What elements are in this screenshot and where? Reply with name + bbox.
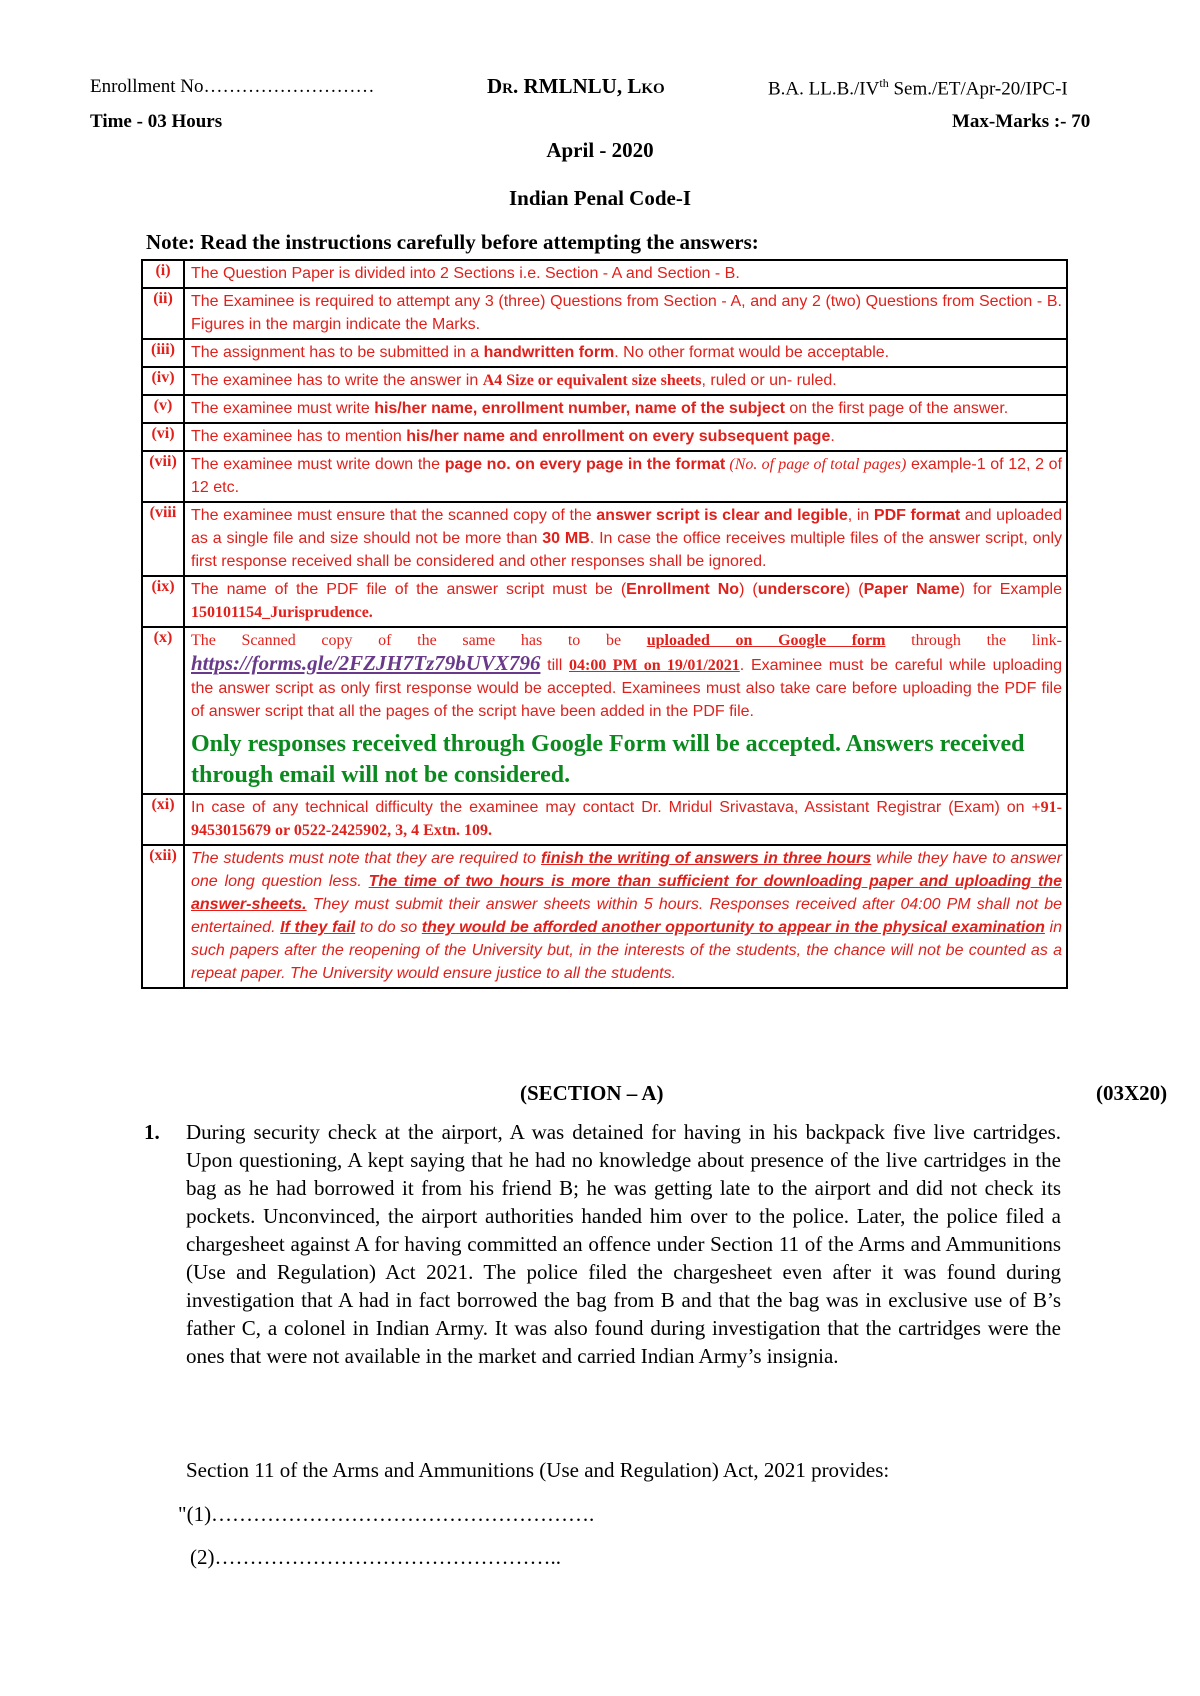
- text-run: In case of any technical difficulty the examinee may contact Dr. Mridul Srivastava, Assistant Registrar (Exam) on: [191, 799, 1032, 816]
- underlined-run: they would be afforded another opportunity to appear in the physical examination: [421, 919, 1045, 936]
- instruction-text: The Question Paper is divided into 2 Sections i.e. Section - A and Section - B.: [184, 260, 1067, 288]
- underlined-run: The time of two hours is more than sufficient for downloading paper and uploading the answer-sheets.: [191, 873, 1062, 913]
- question-number: 1.: [144, 1120, 160, 1144]
- text-run: to do so: [355, 919, 422, 936]
- question-1: [146, 1118, 1061, 1370]
- contact-number: +91-9453015679 or 0522-2425902, 3, 4 Extn. 109.: [191, 799, 1062, 839]
- google-form-link[interactable]: https://forms.gle/2FZJH7Tz79bUVX796: [191, 651, 541, 675]
- instruction-number: (i): [142, 260, 184, 288]
- bold-run: handwritten form: [483, 344, 615, 361]
- instruction-row: [142, 794, 1067, 845]
- bold-run: his/her name, enrollment number, name of the subject: [374, 400, 785, 417]
- text-run: ) (: [739, 581, 758, 598]
- instruction-row: [142, 502, 1067, 576]
- text-run: . Examinee must be careful while uploading the answer script as only first response would be accepted. Examinees must also take care before uploading the PDF file of answer script that all the pages of the script have been added in the PDF file.: [191, 657, 1062, 720]
- enrollment-label: Enrollment No………………………: [90, 76, 375, 97]
- instruction-text: [184, 423, 1067, 451]
- underlined-run: If they fail: [280, 919, 356, 936]
- exam-date: April - 2020: [546, 138, 654, 162]
- text-run: The examinee has to write the answer in: [191, 372, 483, 389]
- text-run: through the link-: [885, 632, 1062, 649]
- instruction-number: (ii): [142, 288, 184, 339]
- instruction-number: (xii): [142, 845, 184, 988]
- bold-run: 30 MB: [542, 530, 590, 547]
- text-run: The examinee has to mention: [191, 428, 407, 445]
- instruction-text: [184, 627, 1067, 794]
- text-run: The assignment has to be submitted in a: [191, 344, 484, 361]
- text-run: , ruled or un- ruled.: [701, 372, 837, 389]
- text-run: ) for Example: [959, 581, 1062, 598]
- instruction-row: [142, 451, 1067, 502]
- text-run: .: [830, 428, 835, 445]
- instruction-row: [142, 367, 1067, 395]
- instruction-row: [142, 288, 1067, 339]
- text-run: and uploaded as a single file and size should not be more than: [191, 507, 1062, 547]
- text-run: The Scanned copy of the same has to be: [191, 632, 647, 649]
- question-text: During security check at the airport, A was detained for having in his backpack five live cartridges. Upon questioning, A kept saying that he had no knowledge about presence of the live cartridges in the bag as he had borrowed it from his friend B; he was getting late to the airport and did not check its pockets. Unconvinced, the airport authorities handed him over to the police. Later, the police filed a chargesheet against A for having committed an offence under Section 11 of the Arms and Ammunitions (Use and Regulation) Act 2021. The police filed the chargesheet even after it was found during investigation that A had in fact borrowed the bag from B and that the bag was in exclusive use of B’s father C, a colonel in Indian Army. It was also found during investigation that the cartridges were the ones that were not available in the market and carried Indian Army’s insignia.: [186, 1120, 1061, 1368]
- text-run: till: [540, 657, 569, 674]
- clause-2: (2)…………………………………………..: [190, 1545, 561, 1569]
- subject-title: Indian Penal Code-I: [508, 186, 692, 210]
- instruction-text: [184, 576, 1067, 627]
- instruction-row: [142, 845, 1067, 988]
- bold-run: Enrollment No: [626, 581, 740, 598]
- text-run: They must submit their answer sheets within 5 hours. Responses received after 04:00 PM shall not be entertained.: [191, 896, 1062, 936]
- google-form-notice: Only responses received through Google Form will be accepted. Answers received through email will not be considered.: [191, 731, 1025, 788]
- bold-run: PDF format: [873, 507, 961, 524]
- instruction-row: [142, 423, 1067, 451]
- time-label: Time - 03 Hours: [90, 111, 223, 132]
- italic-run: (No. of page of total pages): [725, 456, 907, 473]
- text-run: The students must note that they are required to: [191, 850, 541, 867]
- text-run: . In case the office receives multiple files of the answer script, only first response received shall be considered and other responses shall be ignored.: [191, 530, 1063, 570]
- bold-run: underscore: [757, 581, 845, 598]
- text-run: ) (: [844, 581, 864, 598]
- instruction-text: [184, 451, 1067, 502]
- bold-run: A4 Size or equivalent size sheets: [482, 372, 702, 389]
- course-sup: th: [879, 76, 889, 90]
- max-marks-label: Max-Marks :- 70: [952, 111, 1091, 132]
- text-run: The examinee must ensure that the scanned copy of the: [191, 507, 597, 524]
- text-run: The examinee must write: [191, 400, 375, 417]
- text-run: . No other format would be acceptable.: [614, 344, 890, 361]
- course-rest: Sem./ET/Apr-20/IPC-I: [888, 78, 1068, 100]
- deadline-text: 04:00 PM on 19/01/2021: [568, 657, 740, 674]
- course-name: B.A. LL.B./IV: [768, 78, 880, 100]
- bold-run: 150101154_Jurisprudence.: [191, 604, 373, 621]
- instruction-row: [142, 339, 1067, 367]
- text-run: The examinee must write down the: [191, 456, 445, 473]
- bold-run: his/her name and enrollment on every subsequent page: [406, 428, 831, 445]
- underlined-run: finish the writing of answers in three hours: [540, 850, 872, 867]
- instruction-number: (iii): [142, 339, 184, 367]
- instruction-number: (viii: [142, 502, 184, 576]
- instruction-number: (iv): [142, 367, 184, 395]
- upload-instruction: uploaded on Google form: [646, 632, 886, 649]
- text-run: on the first page of the answer.: [784, 400, 1009, 417]
- bold-run: page no. on every page in the format: [444, 456, 726, 473]
- instruction-row: [142, 395, 1067, 423]
- bold-run: answer script is clear and legible: [596, 507, 848, 524]
- instruction-number: (v): [142, 395, 184, 423]
- instruction-text: [184, 845, 1067, 988]
- instruction-number: (x): [142, 627, 184, 794]
- instruction-text: [184, 395, 1067, 423]
- instruction-row: [142, 627, 1067, 794]
- instruction-text: [184, 367, 1067, 395]
- instruction-number: (vii): [142, 451, 184, 502]
- instruction-text: [184, 794, 1067, 845]
- instruction-row: [142, 576, 1067, 627]
- section-title: (SECTION – A): [520, 1081, 664, 1105]
- instructions-table: [141, 259, 1068, 989]
- bold-run: Paper Name: [863, 581, 960, 598]
- instruction-text: The Examinee is required to attempt any 3 (three) Questions from Section - A, and any 2 (two) Questions from Section - B. Figures in the margin indicate the Marks.: [184, 288, 1067, 339]
- clause-1: "(1)……………………………………………….: [178, 1502, 595, 1526]
- instruction-text: [184, 339, 1067, 367]
- university-name: Dr. RMLNLU, Lko: [487, 74, 665, 98]
- text-run: in such papers after the reopening of the University but, in the interests of the students, the chance will not be counted as a repeat paper. The University would ensure justice to all the students.: [191, 919, 1063, 982]
- text-run: example-1 of 12, 2 of 12 etc.: [191, 456, 1063, 496]
- instruction-text: [184, 502, 1067, 576]
- instruction-number: (vi): [142, 423, 184, 451]
- instructions-note: Note: Read the instructions carefully before attempting the answers:: [146, 230, 759, 254]
- course-code: [768, 76, 1068, 100]
- text-run: The name of the PDF file of the answer script must be (: [191, 581, 627, 598]
- instruction-row: [142, 260, 1067, 288]
- section-marks: (03X20): [1096, 1081, 1168, 1105]
- text-run: , in: [847, 507, 874, 524]
- instruction-number: (xi): [142, 794, 184, 845]
- text-run: while they have to answer one long question less.: [191, 850, 1062, 890]
- instruction-number: (ix): [142, 576, 184, 627]
- section-text: Section 11 of the Arms and Ammunitions (Use and Regulation) Act, 2021 provides:: [186, 1458, 890, 1482]
